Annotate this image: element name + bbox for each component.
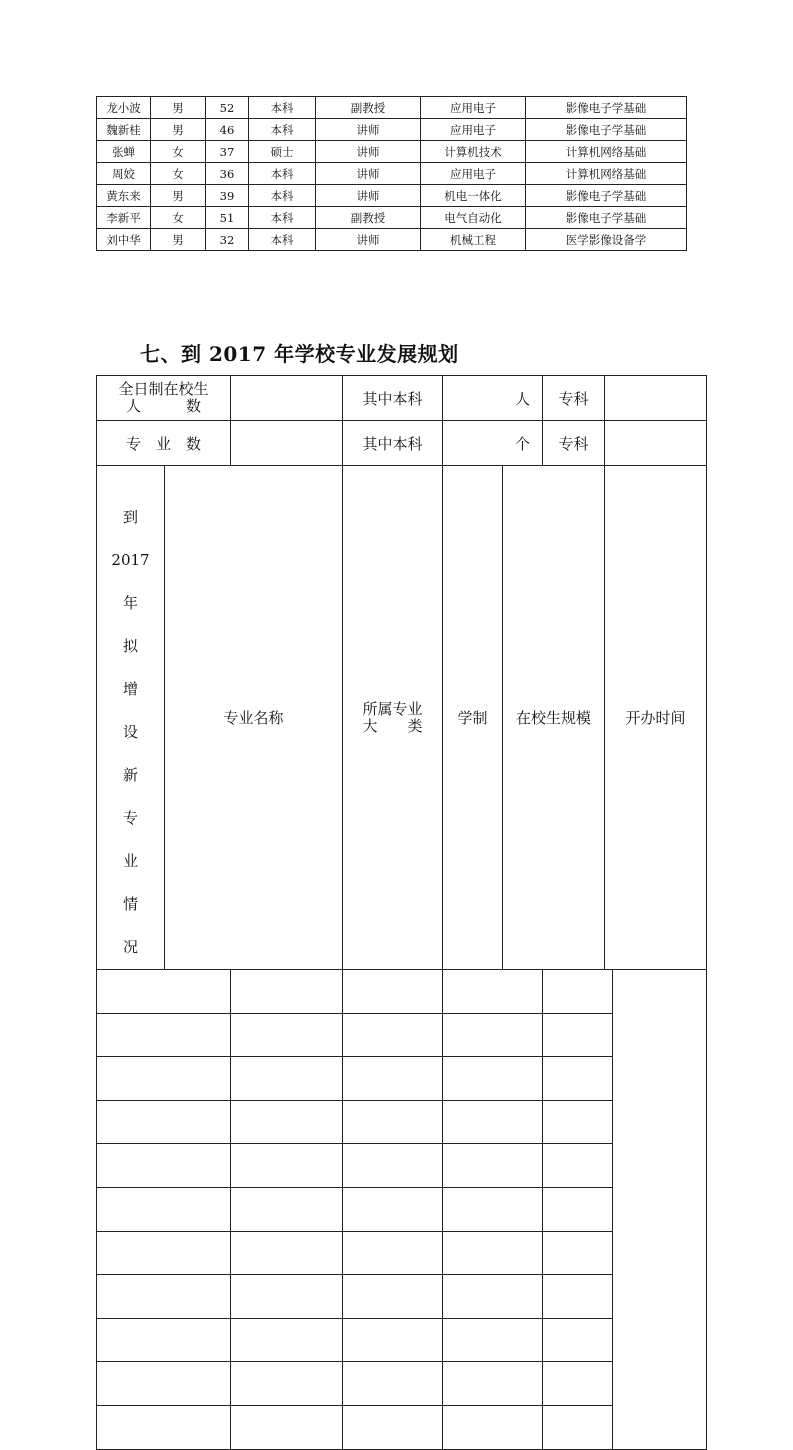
- table-cell: 讲师: [316, 163, 421, 185]
- table-row: [97, 185, 687, 207]
- junior-majors[interactable]: [605, 421, 707, 466]
- plan-cell[interactable]: [543, 1144, 613, 1188]
- plan-cell[interactable]: [97, 1013, 231, 1057]
- plan-cell[interactable]: [231, 1362, 343, 1406]
- plan-cell[interactable]: [97, 1100, 231, 1144]
- plan-cell[interactable]: [231, 1318, 343, 1362]
- side-char: 况: [122, 938, 138, 956]
- plan-row: [97, 1275, 707, 1319]
- plan-cell[interactable]: [443, 1275, 543, 1319]
- table-cell: 本科: [249, 207, 316, 229]
- majors-value[interactable]: [231, 421, 343, 466]
- plan-cell[interactable]: [343, 1187, 443, 1231]
- table-cell: 39: [206, 185, 249, 207]
- header-start: 开办时间: [605, 466, 707, 970]
- plan-row: [97, 1100, 707, 1144]
- plan-cell[interactable]: [97, 1405, 231, 1449]
- side-char: 年: [122, 594, 138, 612]
- plan-row: [97, 1318, 707, 1362]
- table-cell: 应用电子: [421, 97, 526, 119]
- table-cell: 讲师: [316, 185, 421, 207]
- plan-cell[interactable]: [443, 1231, 543, 1275]
- table-cell: 应用电子: [421, 119, 526, 141]
- plan-row: [97, 1057, 707, 1101]
- table-cell: 男: [151, 119, 206, 141]
- plan-cell[interactable]: [97, 1057, 231, 1101]
- table-cell: 46: [206, 119, 249, 141]
- table-cell: 计算机网络基础: [526, 141, 687, 163]
- plan-cell[interactable]: [343, 1231, 443, 1275]
- side-char: 业: [122, 852, 138, 870]
- junior-label-2: 专科: [543, 421, 605, 466]
- table-cell: 应用电子: [421, 163, 526, 185]
- table-cell: 52: [206, 97, 249, 119]
- bachelor-label-2: 其中本科: [343, 421, 443, 466]
- table-cell: 女: [151, 163, 206, 185]
- table-cell: 男: [151, 185, 206, 207]
- plan-cell[interactable]: [231, 1144, 343, 1188]
- table-cell: 影像电子学基础: [526, 119, 687, 141]
- plan-row: [97, 1144, 707, 1188]
- table-cell: 51: [206, 207, 249, 229]
- header-name: 专业名称: [165, 466, 343, 970]
- table-cell: 副教授: [316, 97, 421, 119]
- table-cell: 影像电子学基础: [526, 185, 687, 207]
- plan-cell[interactable]: [443, 1057, 543, 1101]
- table-cell: 32: [206, 229, 249, 251]
- table-cell: 魏新桂: [97, 119, 151, 141]
- plan-row: [97, 970, 707, 1014]
- table-cell: 本科: [249, 163, 316, 185]
- plan-row: [97, 1187, 707, 1231]
- plan-row: [97, 1013, 707, 1057]
- table-cell: 黄东来: [97, 185, 151, 207]
- plan-cell[interactable]: [543, 970, 613, 1014]
- plan-cell[interactable]: [97, 1231, 231, 1275]
- table-cell: 女: [151, 141, 206, 163]
- table-row: [97, 119, 687, 141]
- table-cell: 本科: [249, 119, 316, 141]
- table-cell: 影像电子学基础: [526, 97, 687, 119]
- plan-cell[interactable]: [343, 1013, 443, 1057]
- plan-cell[interactable]: [343, 970, 443, 1014]
- plan-cell[interactable]: [343, 1057, 443, 1101]
- plan-cell[interactable]: [443, 1013, 543, 1057]
- plan-cell[interactable]: [97, 970, 231, 1014]
- side-char: 到: [122, 508, 138, 526]
- table-cell: 副教授: [316, 207, 421, 229]
- plan-cell[interactable]: [543, 1057, 613, 1101]
- plan-cell[interactable]: [543, 1318, 613, 1362]
- plan-cell[interactable]: [543, 1405, 613, 1449]
- plan-cell[interactable]: [443, 1405, 543, 1449]
- plan-cell[interactable]: [443, 1100, 543, 1144]
- table-cell: 机电一体化: [421, 185, 526, 207]
- table-cell: 讲师: [316, 141, 421, 163]
- plan-cell[interactable]: [543, 1013, 613, 1057]
- side-char: 增: [122, 680, 138, 698]
- majors-label: 专 业 数: [97, 421, 231, 466]
- plan-cell[interactable]: [543, 1362, 613, 1406]
- side-char: 拟: [122, 637, 138, 655]
- plan-cell[interactable]: [543, 1275, 613, 1319]
- table-cell: 计算机技术: [421, 141, 526, 163]
- bachelor-majors[interactable]: 个: [443, 421, 543, 466]
- section-title: 七、到 2017 年学校专业发展规划: [140, 342, 459, 366]
- students-value[interactable]: [231, 376, 343, 421]
- header-scale: 在校生规模: [503, 466, 605, 970]
- table-cell: 讲师: [316, 229, 421, 251]
- plan-cell[interactable]: [343, 1318, 443, 1362]
- side-label: [97, 466, 165, 970]
- table-cell: 张蝉: [97, 141, 151, 163]
- students-label: 全日制在校生 人 数: [97, 376, 231, 421]
- side-char: 设: [122, 723, 138, 741]
- table-cell: 女: [151, 207, 206, 229]
- table-cell: 计算机网络基础: [526, 163, 687, 185]
- table-cell: 讲师: [316, 119, 421, 141]
- plan-cell[interactable]: [97, 1187, 231, 1231]
- table-cell: 本科: [249, 185, 316, 207]
- plan-cell[interactable]: [97, 1275, 231, 1319]
- plan-cell[interactable]: [343, 1100, 443, 1144]
- plan-cell[interactable]: [343, 1275, 443, 1319]
- side-char: 专: [122, 809, 138, 827]
- table-cell: 周姣: [97, 163, 151, 185]
- plan-cell[interactable]: [97, 1318, 231, 1362]
- bachelor-label: 其中本科: [343, 376, 443, 421]
- table-cell: 37: [206, 141, 249, 163]
- plan-cell[interactable]: [97, 1144, 231, 1188]
- table-cell: 李新平: [97, 207, 151, 229]
- table-cell: 36: [206, 163, 249, 185]
- bachelor-students[interactable]: 人: [443, 376, 543, 421]
- table-cell: 男: [151, 97, 206, 119]
- table-row: [97, 207, 687, 229]
- plan-cell[interactable]: [543, 1231, 613, 1275]
- plan-cell[interactable]: [443, 1187, 543, 1231]
- staff-table: [96, 96, 687, 251]
- plan-cell[interactable]: [231, 1231, 343, 1275]
- side-char: 新: [122, 766, 138, 784]
- plan-cell[interactable]: [543, 1100, 613, 1144]
- plan-cell[interactable]: [443, 1144, 543, 1188]
- header-duration: 学制: [443, 466, 503, 970]
- junior-label: 专科: [543, 376, 605, 421]
- table-cell: 龙小波: [97, 97, 151, 119]
- plan-cell[interactable]: [443, 970, 543, 1014]
- table-cell: 医学影像设备学: [526, 229, 687, 251]
- plan-cell[interactable]: [231, 1100, 343, 1144]
- plan-cell[interactable]: [231, 970, 343, 1014]
- plan-cell[interactable]: [343, 1144, 443, 1188]
- table-cell: 硕士: [249, 141, 316, 163]
- table-cell: 刘中华: [97, 229, 151, 251]
- plan-cell[interactable]: [543, 1187, 613, 1231]
- plan-table: [96, 375, 707, 1450]
- table-cell: 影像电子学基础: [526, 207, 687, 229]
- side-char: 情: [122, 895, 138, 913]
- table-row: [97, 163, 687, 185]
- table-row: [97, 141, 687, 163]
- plan-cell[interactable]: [231, 1187, 343, 1231]
- table-cell: 男: [151, 229, 206, 251]
- table-row: [97, 229, 687, 251]
- junior-students[interactable]: [605, 376, 707, 421]
- plan-cell[interactable]: [343, 1405, 443, 1449]
- plan-row: [97, 1231, 707, 1275]
- table-row: [97, 97, 687, 119]
- table-cell: 电气自动化: [421, 207, 526, 229]
- plan-row: [97, 1362, 707, 1406]
- header-category: 所属专业 大 类: [343, 466, 443, 970]
- table-cell: 本科: [249, 229, 316, 251]
- plan-cell[interactable]: [443, 1362, 543, 1406]
- plan-cell[interactable]: [231, 1275, 343, 1319]
- plan-cell[interactable]: [343, 1362, 443, 1406]
- plan-cell[interactable]: [97, 1362, 231, 1406]
- table-cell: 本科: [249, 97, 316, 119]
- plan-cell[interactable]: [231, 1013, 343, 1057]
- plan-cell[interactable]: [231, 1057, 343, 1101]
- plan-cell[interactable]: [231, 1405, 343, 1449]
- plan-cell[interactable]: [443, 1318, 543, 1362]
- side-char: 2017: [111, 551, 150, 569]
- plan-row: [97, 1405, 707, 1449]
- table-cell: 机械工程: [421, 229, 526, 251]
